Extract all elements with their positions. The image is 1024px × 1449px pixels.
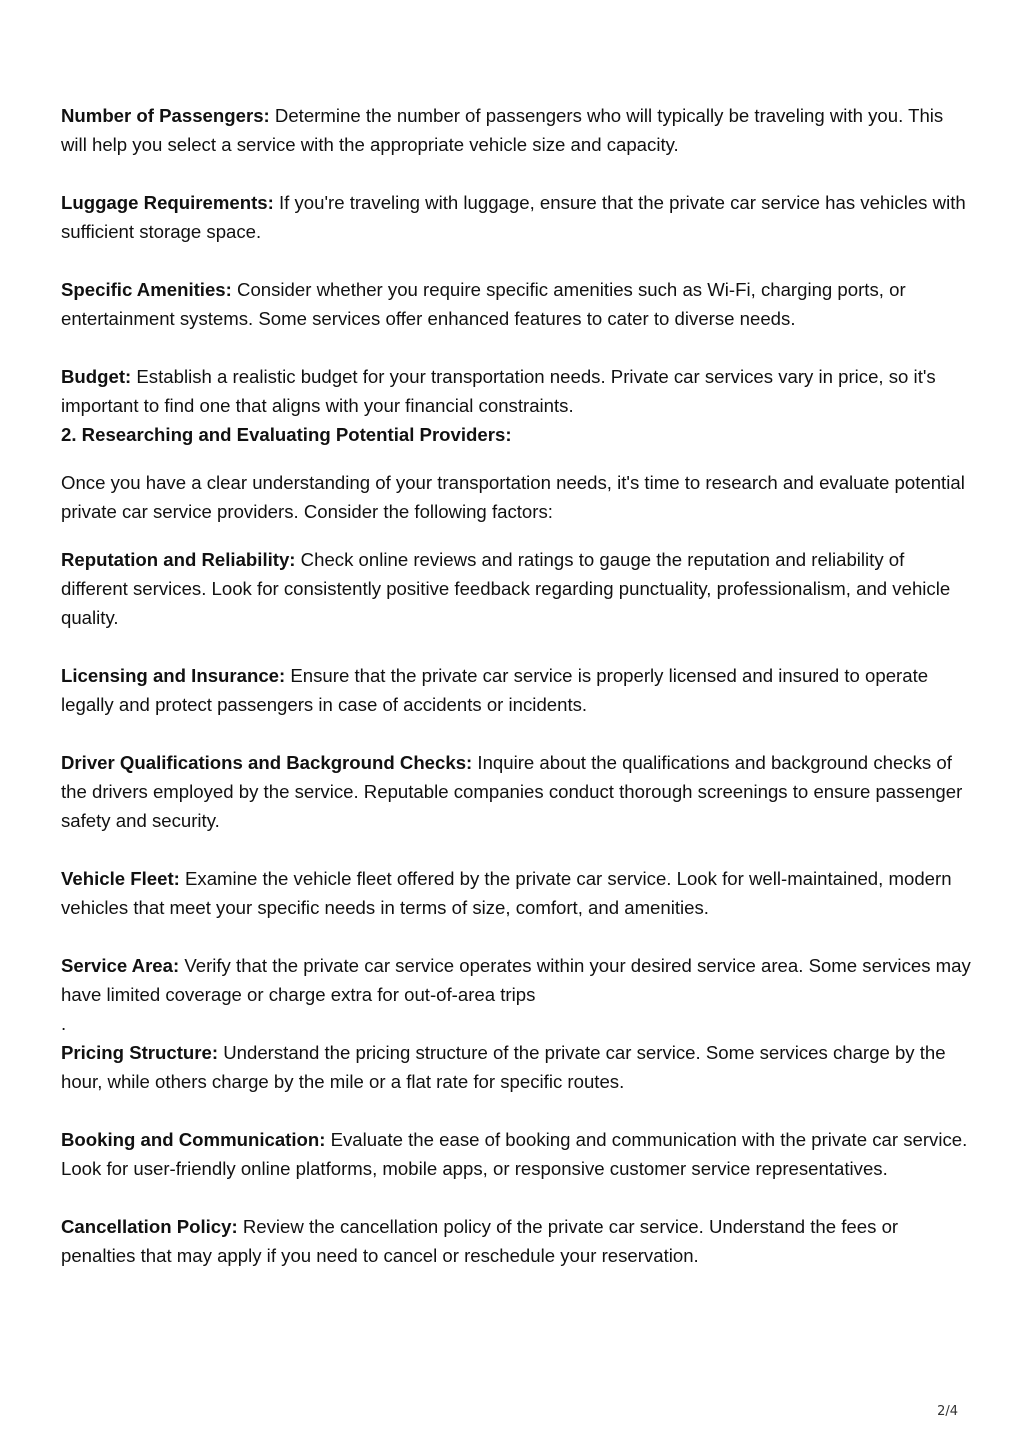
- paragraph-reputation-and-reliability: [61, 545, 971, 632]
- paragraph-text: Understand the pricing structure of the private car service. Some services charge by the hour, while others charge by the mile or a flat rate for specific routes.: [61, 1042, 946, 1092]
- paragraph-booking-and-communication: [61, 1125, 971, 1183]
- paragraph-text: Evaluate the ease of booking and communication with the private car service. Look for user-friendly online platforms, mobile apps, or responsive customer service representatives.: [61, 1129, 968, 1179]
- term-label: Number of Passengers:: [61, 105, 270, 126]
- paragraph-text: Inquire about the qualifications and background checks of the drivers employed by the service. Reputable companies conduct thorough screenings to ensure passenger safety and security.: [61, 752, 963, 831]
- paragraph-pricing-structure: [61, 1038, 971, 1096]
- term-label: Driver Qualifications and Background Checks:: [61, 752, 473, 773]
- paragraph-budget: [61, 362, 971, 420]
- term-label: Service Area:: [61, 955, 180, 976]
- section-intro: Once you have a clear understanding of your transportation needs, it's time to research and evaluate potential private car service providers. Consider the following factors:: [61, 472, 965, 522]
- term-label: Specific Amenities:: [61, 279, 232, 300]
- paragraph-vehicle-fleet: [61, 864, 971, 922]
- stray-period: .: [61, 1013, 67, 1034]
- section-heading: 2. Researching and Evaluating Potential Providers:: [61, 424, 512, 445]
- document-page: [61, 101, 971, 1270]
- page-number: 2/4: [937, 1404, 958, 1419]
- paragraph-text: Ensure that the private car service is properly licensed and insured to operate legally and protect passengers in case of accidents or incidents.: [61, 665, 929, 715]
- term-label: Licensing and Insurance:: [61, 665, 286, 686]
- paragraph-service-area: [61, 951, 971, 1009]
- paragraph-text: If you're traveling with luggage, ensure that the private car service has vehicles with sufficient storage space.: [61, 192, 966, 242]
- term-label: Budget:: [61, 366, 132, 387]
- paragraph-driver-qualifications: [61, 748, 971, 835]
- paragraph-text: Review the cancellation policy of the private car service. Understand the fees or penalties that may apply if you need to cancel or reschedule your reservation.: [61, 1216, 899, 1266]
- paragraph-text: Verify that the private car service operates within your desired service area. Some services may have limited coverage or charge extra for out-of-area trips: [61, 955, 971, 1005]
- paragraph-text: Consider whether you require specific amenities such as Wi-Fi, charging ports, or entertainment systems. Some services offer enhanced features to cater to diverse needs.: [61, 279, 906, 329]
- term-label: Cancellation Policy:: [61, 1216, 238, 1237]
- paragraph-text: Check online reviews and ratings to gauge the reputation and reliability of different services. Look for consistently positive feedback regarding punctuality, professionalism, and vehicle quality.: [61, 549, 951, 628]
- term-label: Booking and Communication:: [61, 1129, 326, 1150]
- paragraph-number-of-passengers: [61, 101, 971, 159]
- paragraph-luggage-requirements: [61, 188, 971, 246]
- paragraph-text: Establish a realistic budget for your transportation needs. Private car services vary in price, so it's important to find one that aligns with your financial constraints.: [61, 366, 936, 416]
- term-label: Vehicle Fleet:: [61, 868, 180, 889]
- paragraph-specific-amenities: [61, 275, 971, 333]
- term-label: Luggage Requirements:: [61, 192, 274, 213]
- paragraph-licensing-and-insurance: [61, 661, 971, 719]
- term-label: Pricing Structure:: [61, 1042, 219, 1063]
- paragraph-text: Examine the vehicle fleet offered by the private car service. Look for well-maintained, modern vehicles that meet your specific needs in terms of size, comfort, and amenities.: [61, 868, 952, 918]
- paragraph-text: Determine the number of passengers who will typically be traveling with you. This will help you select a service with the appropriate vehicle size and capacity.: [61, 105, 944, 155]
- paragraph-cancellation-policy: [61, 1212, 971, 1270]
- term-label: Reputation and Reliability:: [61, 549, 296, 570]
